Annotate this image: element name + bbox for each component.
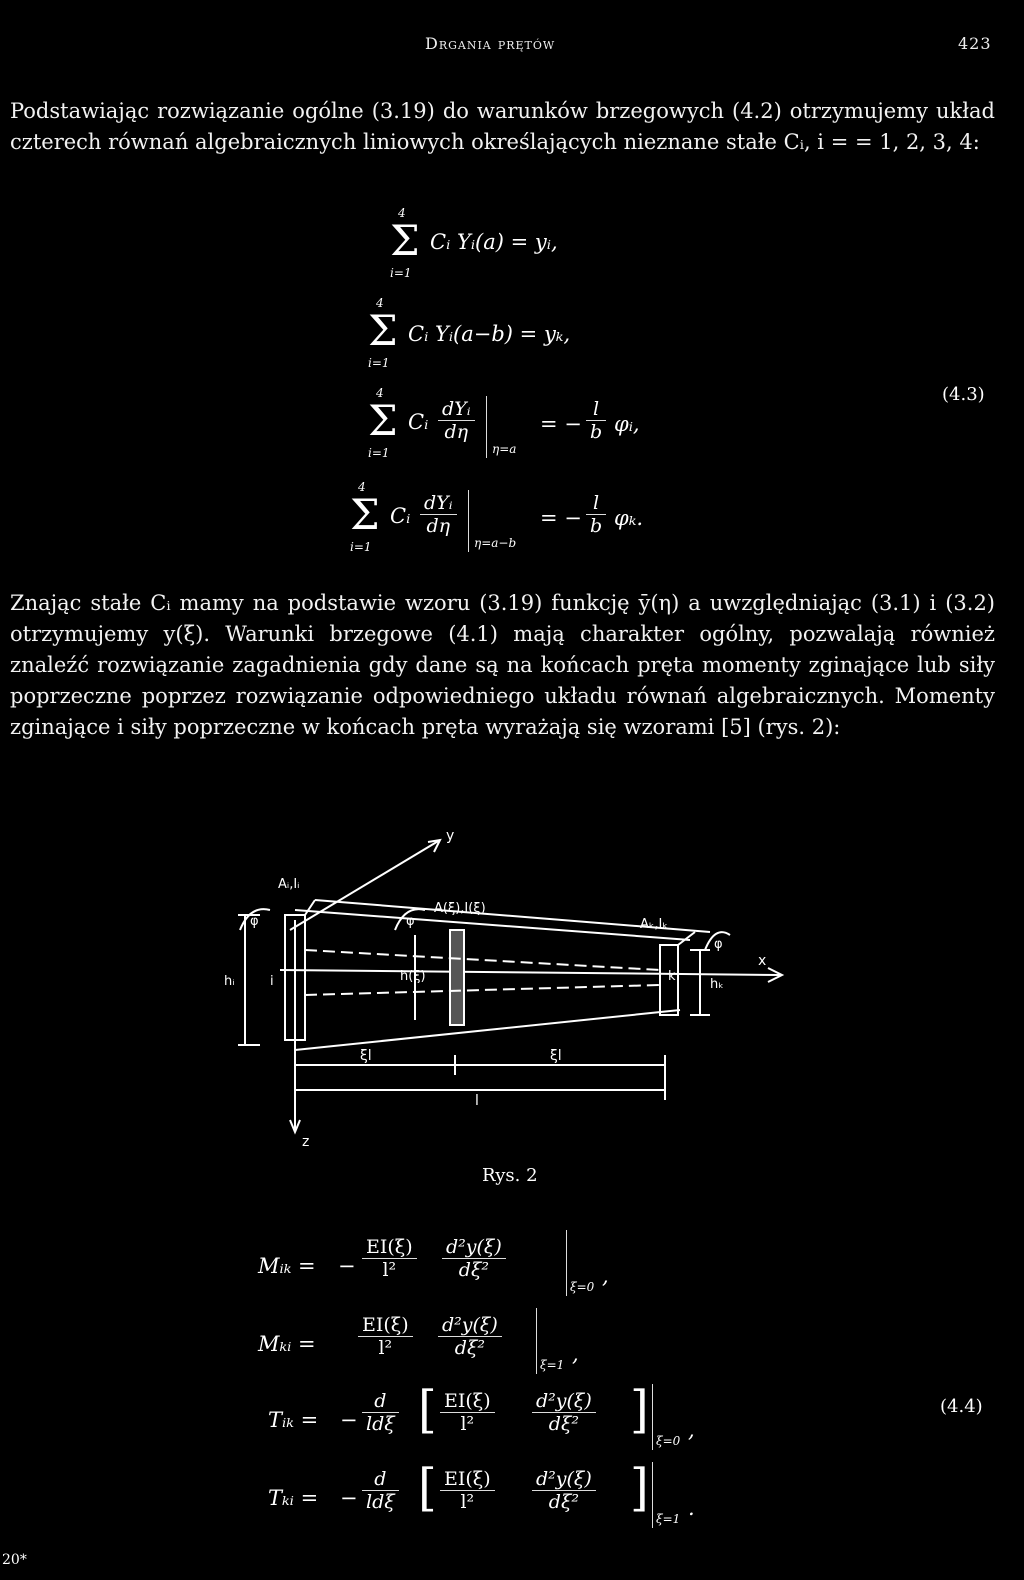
- running-header: Drgania prętów: [425, 34, 556, 53]
- equation-number-4-3: (4.3): [942, 384, 985, 405]
- paragraph-1: [10, 96, 995, 158]
- paragraph-2: [10, 588, 995, 743]
- right-bracket: ]: [630, 1380, 649, 1440]
- equation-body: Cᵢ Yᵢ(a) = yᵢ,: [430, 230, 558, 254]
- denominator: dξ²: [548, 1413, 580, 1435]
- numerator: EI(ξ): [440, 1390, 495, 1413]
- evaluation-point: ξ=0: [570, 1280, 595, 1294]
- evaluation-bar: [652, 1384, 653, 1450]
- left-bracket: [: [418, 1458, 437, 1518]
- fraction-ei: [362, 1236, 417, 1281]
- paragraph-2-text: Znając stałe Cᵢ mamy na podstawie wzoru (3.19) funkcję ȳ(η) a uwzględniając (3.1) i (3.2) otrzymujemy y(ξ). Warunki brzegowe (4.1) mają charakter ogólny, pozwalają również znaleźć rozwiązanie zagadnienia gdy dane są na końcach pręta momenty zginające lub siły poprzeczne poprzez rozwiązanie odpowiedniego układu równań algebraicznych. Momenty zginające i siły poprzeczne w końcach pręta wyrażają się wzorami [5] (rys. 2):: [10, 591, 995, 739]
- evaluation-point: ξ=0: [656, 1434, 681, 1448]
- sum-lower: i=1: [368, 356, 390, 370]
- lhs: Mₖᵢ =: [258, 1332, 316, 1356]
- denominator: dξ²: [454, 1337, 486, 1359]
- sum-sign: Σ: [390, 216, 420, 265]
- evaluation-point: ξ=1: [540, 1358, 565, 1372]
- figure-rys-2: [220, 820, 800, 1160]
- numerator: d²y(ξ): [532, 1468, 596, 1491]
- fraction-d-ldxi: [362, 1468, 399, 1513]
- denominator: b: [590, 421, 603, 443]
- denominator: dξ²: [458, 1259, 490, 1281]
- numerator: l: [586, 492, 606, 515]
- fraction-ei: [440, 1390, 495, 1435]
- beam-bottom-edge: [295, 1010, 680, 1050]
- centroid-line-lower: [305, 985, 660, 995]
- right-bracket: ]: [630, 1458, 649, 1518]
- fraction-ei: [440, 1468, 495, 1513]
- rhs-sign: = −: [540, 506, 582, 530]
- equation-number-4-4: (4.4): [940, 1396, 983, 1417]
- rhs-tail: φᵢ,: [614, 412, 640, 436]
- fraction-d2y: [532, 1390, 596, 1435]
- rhs-sign: = −: [540, 412, 582, 436]
- sign: −: [340, 1486, 358, 1510]
- numerator: d²y(ξ): [442, 1236, 506, 1259]
- y-axis-label: y: [446, 828, 455, 844]
- denominator: ldξ: [366, 1413, 395, 1435]
- evaluation-bar: [468, 490, 469, 552]
- left-section-label: Aᵢ,Iᵢ: [278, 877, 300, 892]
- denominator: ldξ: [366, 1491, 395, 1513]
- h-xi-label: h(ξ): [400, 969, 426, 984]
- fraction-d2y: [438, 1314, 502, 1359]
- centroid-line-upper: [305, 950, 660, 970]
- left-section-depth: [305, 900, 315, 915]
- lhs: Mᵢₖ =: [258, 1254, 316, 1278]
- denominator: dξ²: [548, 1491, 580, 1513]
- fraction-ei: [358, 1314, 413, 1359]
- numerator: d: [362, 1390, 399, 1413]
- fraction-d2y: [532, 1468, 596, 1513]
- paragraph-1-text: Podstawiając rozwiązanie ogólne (3.19) do warunków brzegowych (4.2) otrzymujemy układ czterech równań algebraicznych liniowych określających nieznane stałe Cᵢ, i = = 1, 2, 3, 4:: [10, 99, 995, 154]
- denominator: l²: [460, 1413, 475, 1435]
- sign: −: [340, 1408, 358, 1432]
- fraction-d2y: [442, 1236, 506, 1281]
- tail: ,: [572, 1342, 579, 1366]
- xi-right-label: ξl: [550, 1048, 562, 1064]
- figure-caption: Rys. 2: [482, 1165, 538, 1186]
- denominator: l²: [460, 1491, 475, 1513]
- derivative-fraction: [438, 398, 475, 443]
- sum-lower: i=1: [350, 540, 372, 554]
- page-number: 423: [958, 34, 992, 53]
- denominator: dη: [444, 421, 469, 443]
- lhs: Tₖᵢ =: [268, 1486, 319, 1510]
- rhs-tail: φₖ.: [614, 506, 644, 530]
- length-label: l: [475, 1093, 479, 1109]
- sum-lower: i=1: [368, 446, 390, 460]
- tail: ,: [602, 1264, 609, 1288]
- phi-left-label: φ: [250, 914, 259, 929]
- numerator: dYᵢ: [438, 398, 475, 421]
- tail: ,: [688, 1418, 695, 1442]
- y-axis-line: [290, 840, 440, 930]
- numerator: EI(ξ): [358, 1314, 413, 1337]
- denominator: l²: [378, 1337, 393, 1359]
- x-axis-line: [280, 970, 780, 975]
- sum-upper: 4: [358, 480, 366, 494]
- sum-lower: i=1: [390, 266, 412, 280]
- coefficient: Cᵢ: [390, 504, 411, 528]
- denominator: b: [590, 515, 603, 537]
- sum-upper: 4: [376, 386, 384, 400]
- evaluation-bar: [652, 1462, 653, 1528]
- numerator: EI(ξ): [440, 1468, 495, 1491]
- tail: .: [688, 1496, 695, 1520]
- sum-sign: Σ: [350, 490, 380, 539]
- h-i-label: hᵢ: [224, 974, 235, 989]
- evaluation-bar: [566, 1230, 567, 1296]
- evaluation-point: η=a−b: [474, 536, 517, 550]
- coefficient: Cᵢ: [408, 410, 429, 434]
- derivative-fraction: [420, 492, 457, 537]
- sign: −: [338, 1254, 356, 1278]
- mid-section-label: A(ξ),I(ξ): [434, 901, 486, 916]
- left-bracket: [: [418, 1380, 437, 1440]
- sum-sign: Σ: [368, 306, 398, 355]
- numerator: d²y(ξ): [532, 1390, 596, 1413]
- rhs-fraction: [586, 492, 606, 537]
- evaluation-point: η=a: [492, 442, 517, 456]
- sum-upper: 4: [376, 296, 384, 310]
- numerator: d: [362, 1468, 399, 1491]
- lhs: Tᵢₖ =: [268, 1408, 319, 1432]
- phi-mid-label: φ: [406, 914, 415, 929]
- k-label: k: [668, 969, 676, 984]
- i-label: i: [270, 974, 274, 989]
- sum-sign: Σ: [368, 396, 398, 445]
- denominator: l²: [382, 1259, 397, 1281]
- equation-body: Cᵢ Yᵢ(a−b) = yₖ,: [408, 322, 571, 346]
- numerator: d²y(ξ): [438, 1314, 502, 1337]
- numerator: EI(ξ): [362, 1236, 417, 1259]
- sum-upper: 4: [398, 206, 406, 220]
- denominator: dη: [426, 515, 451, 537]
- numerator: dYᵢ: [420, 492, 457, 515]
- xi-left-label: ξl: [360, 1048, 372, 1064]
- numerator: l: [586, 398, 606, 421]
- h-k-label: hₖ: [710, 977, 724, 992]
- rhs-fraction: [586, 398, 606, 443]
- phi-right-label: φ: [714, 937, 723, 952]
- evaluation-point: ξ=1: [656, 1512, 681, 1526]
- evaluation-bar: [536, 1308, 537, 1374]
- middle-section: [450, 930, 464, 1025]
- fraction-d-ldxi: [362, 1390, 399, 1435]
- x-axis-label: x: [758, 953, 767, 969]
- right-section-label: Aₖ,Iₖ: [640, 917, 668, 932]
- evaluation-bar: [486, 396, 487, 458]
- z-axis-label: z: [302, 1134, 310, 1150]
- sheet-signature: 20*: [2, 1552, 27, 1568]
